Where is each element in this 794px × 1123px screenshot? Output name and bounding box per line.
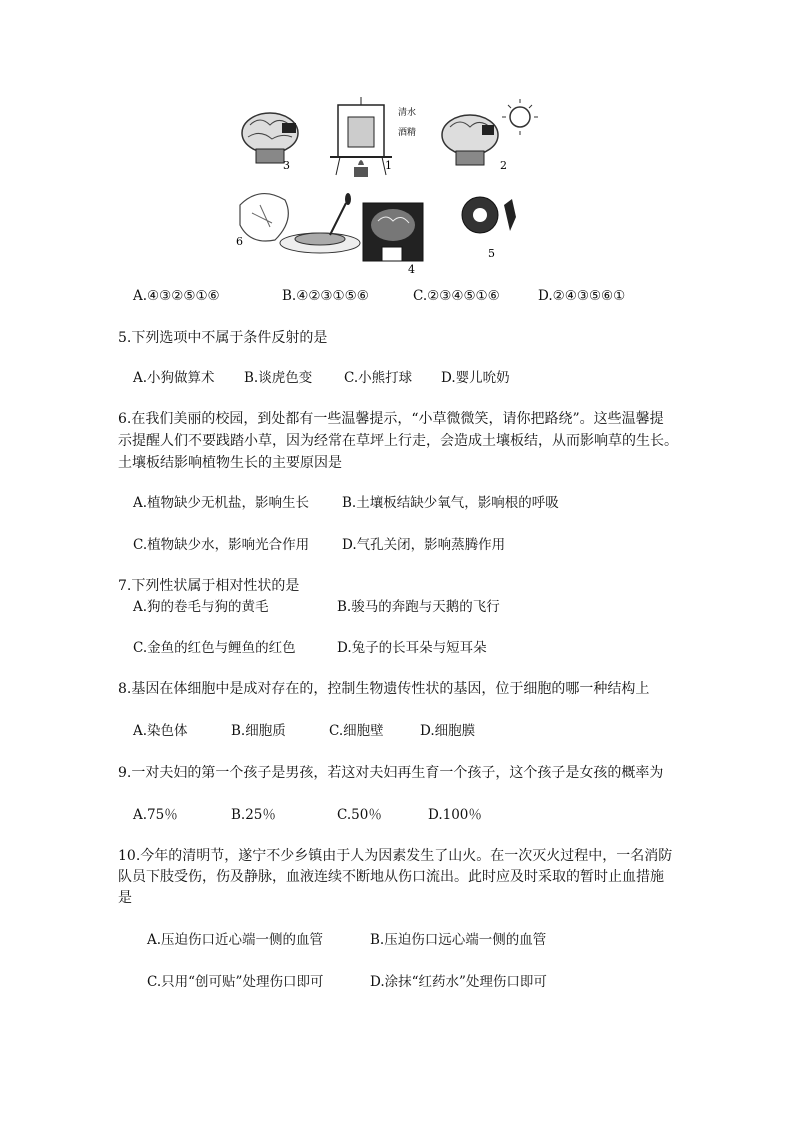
q6-stem-line3: 土壤板结影响植物生长的主要原因是 [118,455,342,471]
q7-option-d: D.兔子的长耳朵与短耳朵 [337,640,487,656]
leaf-6-image [240,194,288,241]
q5-option-b: B.谈虎色变 [244,370,313,386]
q10-stem-line1: 10.今年的清明节，遂宁不少乡镇由于人为因素发生了山火。在一次灭火过程中，一名消防 [118,848,673,864]
q5-stem: 5.下列选项中不属于条件反射的是 [118,330,328,346]
q6-stem-line2: 示提醒人们不要践踏小草，因为经常在草坪上行走，会造成土壤板结，从而影响草的生长。 [118,433,678,449]
q8-option-b: B.细胞质 [231,723,286,739]
q9-option-d: D.100％ [428,807,482,823]
q4-option-d: D.②④③⑤⑥① [538,288,626,304]
q9-stem: 9.一对夫妇的第一个孩子是男孩，若这对夫妇再生育一个孩子，这个孩子是女孩的概率为 [118,765,664,781]
q8-stem: 8.基因在体细胞中是成对存在的，控制生物遗传性状的基因，位于细胞的哪一种结构上 [118,681,650,697]
q8-option-c: C.细胞壁 [329,723,384,739]
q10-option-b: B.压迫伤口远心端一侧的血管 [370,932,547,948]
beaker-label-alcohol: 酒精 [398,128,417,138]
q5-option-a: A.小狗做算术 [133,370,215,386]
q7-option-a: A.狗的卷毛与狗的黄毛 [133,599,269,615]
q10-stem-line2: 队员下肢受伤，伤及静脉，血液连续不断地从伤口流出。此时应及时采取的暂时止血措施 [118,869,664,885]
q10-option-d: D.涂抹“红药水”处理伤口即可 [370,974,547,990]
figure-label-1: 1 [385,159,392,172]
figure-label-3: 3 [283,159,290,172]
plant-2-image [442,115,498,165]
q4-option-a: A.④③②⑤①⑥ [133,288,220,304]
q6-stem-line1: 6.在我们美丽的校园，到处都有一些温馨提示，“小草微微笑，请你把路绕”。这些温馨提 [118,411,664,427]
q9-option-c: C.50％ [337,807,382,823]
q8-option-a: A.染色体 [133,723,188,739]
q6-option-b: B.土壤板结缺少氧气，影响根的呼吸 [342,495,559,511]
petri-dish-dropper [280,193,360,253]
figure-label-4: 4 [408,263,415,276]
experiment-illustration [230,95,560,285]
q5-option-c: C.小熊打球 [344,370,413,386]
beaker-label-water: 清水 [398,108,417,118]
figure-label-6: 6 [236,235,243,248]
q5-option-d: D.婴儿吮奶 [441,370,510,386]
q7-stem: 7.下列性状属于相对性状的是 [118,578,300,594]
q7-option-b: B.骏马的奔跑与天鹅的飞行 [337,599,500,615]
plant-3-image [242,113,298,163]
q7-option-c: C.金鱼的红色与鲤鱼的红色 [133,640,296,656]
q9-option-a: A.75％ [133,807,178,823]
plant-4-image [363,203,423,261]
q4-option-b: B.④②③①⑤⑥ [282,288,369,304]
q10-stem-line3: 是 [118,890,132,906]
figure-label-2: 2 [500,159,507,172]
water-bath-apparatus [330,97,392,177]
leaf-5-image [462,197,516,233]
figure-label-5: 5 [488,247,495,260]
experiment-figure [230,95,560,285]
q8-option-d: D.细胞膜 [420,723,476,739]
q9-option-b: B.25％ [231,807,276,823]
q10-option-a: A.压迫伤口近心端一侧的血管 [147,932,324,948]
q6-option-d: D.气孔关闭，影响蒸腾作用 [342,537,506,553]
sun-icon [502,99,538,135]
q10-option-c: C.只用“创可贴”处理伤口即可 [147,974,324,990]
q6-option-c: C.植物缺少水，影响光合作用 [133,537,310,553]
q4-option-c: C.②③④⑤①⑥ [413,288,500,304]
q6-option-a: A.植物缺少无机盐，影响生长 [133,495,310,511]
